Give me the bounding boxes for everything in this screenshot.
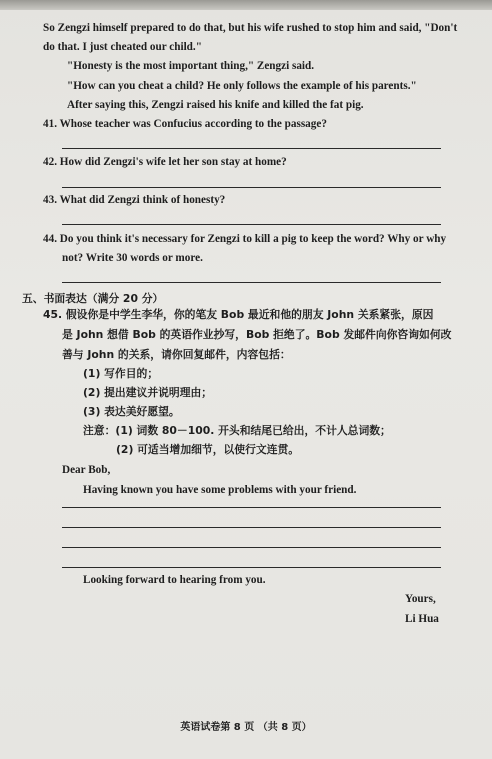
- passage-line: "Honesty is the most important thing," Zengzi said.: [67, 60, 315, 72]
- answer-line-42[interactable]: [62, 187, 441, 188]
- section-title: 五、书面表达（满分 20 分）: [22, 292, 164, 305]
- letter-greeting: Dear Bob,: [62, 464, 111, 476]
- writing-line[interactable]: [62, 527, 441, 528]
- letter-opening: Having known you have some problems with your friend.: [83, 484, 357, 496]
- passage-line: After saying this, Zengzi raised his knife and killed the fat pig.: [67, 99, 364, 111]
- writing-prompt: 是 John 想借 Bob 的英语作业抄写，Bob 拒绝了。Bob 发邮件向你咨询如何改: [62, 328, 452, 341]
- passage-line: do that. I just cheated our child.": [43, 41, 202, 53]
- question-44: 44. Do you think it's necessary for Zengzi to kill a pig to keep the word? Why or why: [43, 233, 447, 245]
- answer-line-44[interactable]: [62, 282, 441, 283]
- writing-note: (2) 可适当增加细节，以使行文连贯。: [116, 443, 300, 456]
- prompt-item: (3) 表达美好愿望。: [83, 405, 180, 418]
- top-edge: [0, 0, 492, 10]
- letter-closing: Looking forward to hearing from you.: [83, 574, 266, 586]
- writing-prompt: 45. 假设你是中学生李华，你的笔友 Bob 最近和他的朋友 John 关系紧张，原因: [43, 308, 434, 321]
- writing-note: 注意：(1) 词数 80－100. 开头和结尾已给出，不计人总词数；: [83, 424, 391, 437]
- passage-line: So Zengzi himself prepared to do that, but his wife rushed to stop him and said, "Don't: [43, 22, 458, 34]
- writing-line[interactable]: [62, 547, 441, 548]
- question-42: 42. How did Zengzi's wife let her son stay at home?: [43, 156, 287, 168]
- page-footer: 英语试卷第 8 页 （共 8 页）: [180, 722, 312, 733]
- prompt-item: (2) 提出建议并说明理由；: [83, 386, 213, 399]
- letter-signoff: Yours,: [405, 593, 436, 605]
- answer-line-43[interactable]: [62, 224, 441, 225]
- writing-line[interactable]: [62, 507, 441, 508]
- prompt-item: (1) 写作目的；: [83, 367, 159, 380]
- question-41: 41. Whose teacher was Confucius according to the passage?: [43, 118, 327, 130]
- question-43: 43. What did Zengzi think of honesty?: [43, 194, 226, 206]
- answer-line-41[interactable]: [62, 148, 441, 149]
- writing-prompt: 善与 John 的关系，请你回复邮件，内容包括：: [62, 348, 291, 361]
- question-44-cont: not? Write 30 words or more.: [62, 252, 203, 264]
- passage-line: "How can you cheat a child? He only follows the example of his parents.": [67, 80, 417, 92]
- letter-name: Li Hua: [405, 613, 439, 625]
- writing-line[interactable]: [62, 567, 441, 568]
